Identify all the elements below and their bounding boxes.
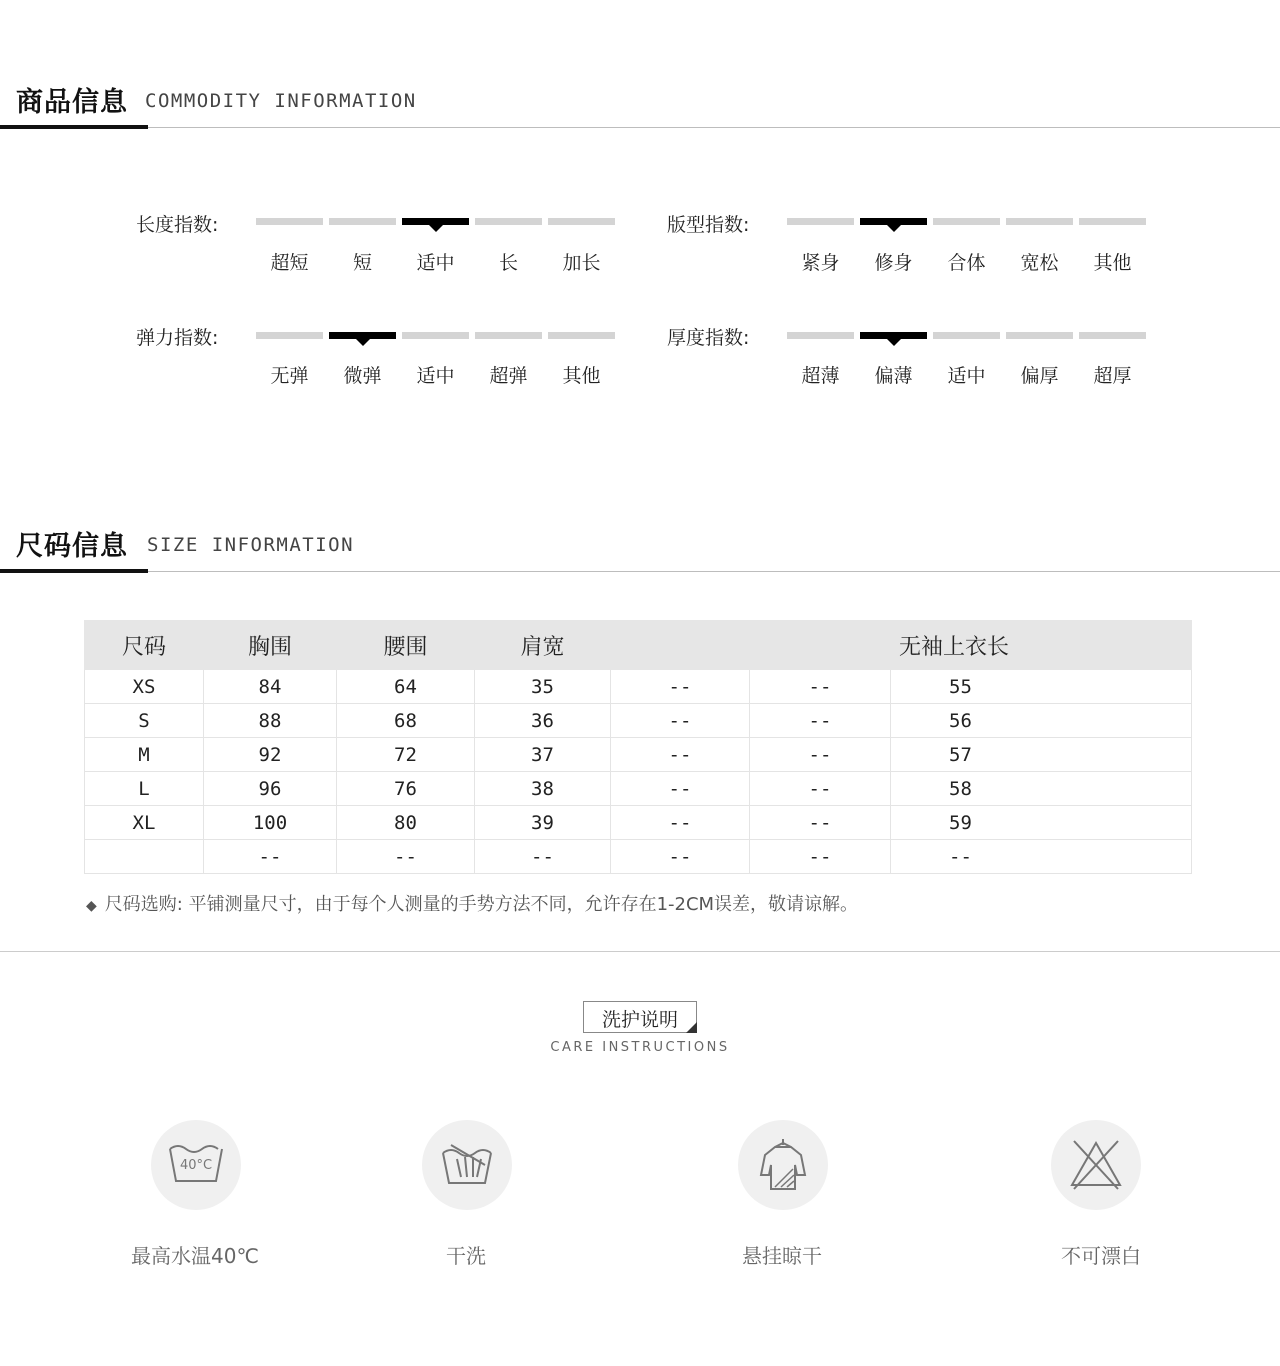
index-segment [1079,218,1146,225]
table-cell: 84 [204,670,337,704]
index-option: 超厚 [1093,365,1132,387]
size-note [86,890,858,916]
header-sleeveless-length: 无袖上衣长 [891,621,1192,670]
table-row [85,772,1192,806]
index-segment [256,332,323,339]
index-segment-selected [329,332,396,339]
table-cell: -- [611,772,750,806]
index-segment-selected [860,218,927,225]
size-section-title: 尺码信息 [16,531,128,562]
table-cell: 72 [337,738,475,772]
index-option: 合体 [947,252,986,274]
index-segment [1079,332,1146,339]
table-cell: -- [750,738,891,772]
size-note-text: 尺码选购: 平铺测量尺寸，由于每个人测量的手势方法不同，允许存在1-2CM误差，敬请谅解。 [104,894,859,915]
commodity-section-divider [0,127,1280,128]
table-cell: -- [891,840,1192,874]
header-shoulder: 肩宽 [475,621,611,670]
table-row [85,738,1192,772]
table-cell: XS [85,670,204,704]
index-segment [475,332,542,339]
index-option: 偏厚 [1020,365,1059,387]
table-row [85,670,1192,704]
care-label-hang-dry: 悬挂晾干 [742,1244,822,1268]
hang-dry-icon [738,1120,828,1210]
index-option: 偏薄 [874,365,913,387]
index-segment [933,218,1000,225]
index-label: 厚度指数: [667,327,750,349]
table-cell: 88 [204,704,337,738]
size-table-header-row [85,621,1192,670]
index-segment [787,332,854,339]
size-table [84,620,1192,874]
header-waist: 腰围 [337,621,475,670]
wash-40c-icon [151,1120,241,1210]
diamond-bullet-icon: ◆ [86,898,97,914]
table-cell: 39 [475,806,611,840]
index-option: 紧身 [801,252,840,274]
table-cell: 80 [337,806,475,840]
table-row [85,840,1192,874]
table-cell: XL [85,806,204,840]
table-cell: -- [611,806,750,840]
table-cell: 55 [891,670,1192,704]
index-option: 加长 [562,252,601,274]
table-cell: -- [750,670,891,704]
table-cell: 76 [337,772,475,806]
table-cell: -- [475,840,611,874]
index-option: 超短 [270,252,309,274]
header-blank [750,621,891,670]
index-segment [933,332,1000,339]
table-cell: 68 [337,704,475,738]
table-cell: -- [337,840,475,874]
table-cell: -- [750,840,891,874]
index-segment [329,218,396,225]
index-segment [1006,332,1073,339]
corner-triangle-icon [686,1022,697,1033]
table-cell: 36 [475,704,611,738]
index-option: 长 [498,252,518,274]
table-cell: 57 [891,738,1192,772]
table-cell: 64 [337,670,475,704]
index-option: 其他 [562,365,601,387]
commodity-section-title: 商品信息 [16,87,128,118]
section-divider [0,951,1280,952]
table-cell: M [85,738,204,772]
index-option: 修身 [874,252,913,274]
table-cell: -- [611,704,750,738]
table-cell: -- [611,738,750,772]
table-cell: 56 [891,704,1192,738]
index-option: 其他 [1093,252,1132,274]
table-cell: 96 [204,772,337,806]
commodity-section-subtitle: COMMODITY INFORMATION [145,90,417,112]
table-cell: S [85,704,204,738]
index-segment [787,218,854,225]
table-cell: -- [204,840,337,874]
table-cell: -- [611,840,750,874]
index-option: 无弹 [270,365,309,387]
care-label-no-bleach: 不可漂白 [1061,1244,1141,1268]
table-cell: 35 [475,670,611,704]
index-option: 宽松 [1020,252,1059,274]
index-option: 短 [352,252,372,274]
table-cell [85,840,204,874]
table-cell: L [85,772,204,806]
table-cell: -- [750,806,891,840]
table-cell: 59 [891,806,1192,840]
index-label: 弹力指数: [136,327,219,349]
size-section-accent-bar [0,569,148,573]
dry-clean-icon [422,1120,512,1210]
header-chest: 胸围 [204,621,337,670]
wash-temp-text: 40°C [179,1158,213,1173]
index-option: 微弹 [343,365,382,387]
commodity-section-accent-bar [0,125,148,129]
table-cell: -- [611,670,750,704]
header-size: 尺码 [85,621,204,670]
table-row [85,806,1192,840]
table-cell: 37 [475,738,611,772]
index-option: 超薄 [801,365,840,387]
index-segment [548,218,615,225]
table-row [85,704,1192,738]
index-option: 适中 [416,365,455,387]
index-option: 超弹 [489,365,528,387]
table-cell: 58 [891,772,1192,806]
care-label-wash: 最高水温40℃ [131,1244,259,1268]
header-blank [611,621,750,670]
table-cell: -- [750,772,891,806]
index-segment [256,218,323,225]
care-label-dry-clean: 干洗 [446,1244,486,1268]
index-label: 长度指数: [136,214,219,236]
index-label: 版型指数: [667,214,750,236]
index-segment-selected [402,218,469,225]
index-segment-selected [860,332,927,339]
index-segment [475,218,542,225]
size-section-subtitle: SIZE INFORMATION [147,534,355,556]
care-title-box [583,1001,697,1033]
no-bleach-icon [1051,1120,1141,1210]
table-cell: -- [750,704,891,738]
index-segment [402,332,469,339]
care-title: 洗护说明 [601,1009,678,1031]
table-cell: 92 [204,738,337,772]
table-cell: 38 [475,772,611,806]
care-subtitle: CARE INSTRUCTIONS [550,1040,730,1055]
index-segment [1006,218,1073,225]
size-section-divider [0,571,1280,572]
index-option: 适中 [947,365,986,387]
table-cell: 100 [204,806,337,840]
index-segment [548,332,615,339]
index-option: 适中 [416,252,455,274]
